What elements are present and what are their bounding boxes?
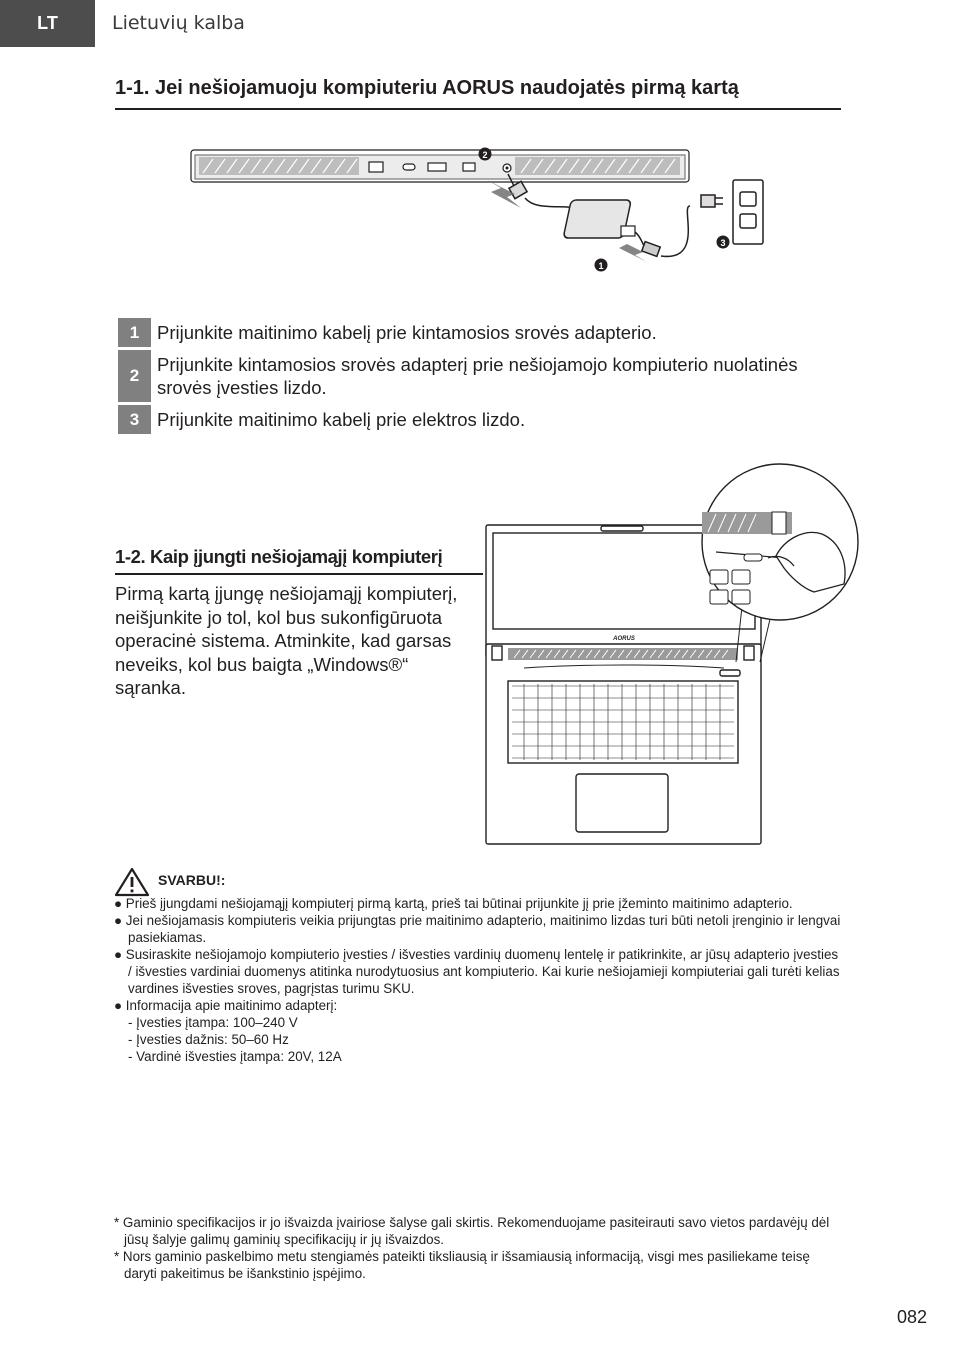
- footnote: * Gaminio specifikacijos ir jo išvaizda įvairiose šalyse gali skirtis. Rekomenduojame pasiteirauti savo vietos pardavėjų dėl jūsų šalyje galimų gaminių specifikacijų ir jų išvaizdos.: [114, 1215, 830, 1247]
- note-item: ● Informacija apie maitinimo adapterį:: [114, 998, 338, 1013]
- marker-2: 2: [482, 150, 488, 160]
- power-button-zoom: [702, 464, 858, 620]
- step-text: Prijunkite maitinimo kabelį prie kintamosios srovės adapterio.: [157, 322, 657, 343]
- adapter-spec: - Įvesties dažnis: 50–60 Hz: [128, 1032, 289, 1047]
- step-row: [118, 318, 848, 347]
- step-row: [118, 405, 848, 434]
- page-number: 082: [897, 1307, 928, 1327]
- step-number: 2: [118, 350, 151, 402]
- section-1-title: 1-1. Jei nešiojamuoju kompiuteriu AORUS naudojatės pirmą kartą: [115, 77, 841, 110]
- important-title: SVARBU!:: [158, 872, 226, 888]
- step-number: 1: [118, 318, 151, 347]
- power-connection-diagram: [185, 140, 775, 290]
- note-item: ● Susiraskite nešiojamojo kompiuterio įvesties / išvesties vardinių duomenų lentelę ir patikrinkite, ar jūsų adapterio įvesties / išvesties vardiniai duomenys atitinka nurodytuosius ant kompiuterio. Kai kurie nešiojamieji kompiuteriai gali turėti kelias vardines išvesties sroves, pagrįstas turimu SKU.: [114, 947, 840, 996]
- important-notes: [114, 895, 844, 1065]
- step-text: Prijunkite maitinimo kabelį prie elektros lizdo.: [157, 409, 526, 430]
- footnote: * Nors gaminio paskelbimo metu stengiamės pateikti tiksliausią ir išsamiausią informaciją, visgi mes pasiliekame teisę daryti pakeitimus be išankstinio įspėjimo.: [114, 1249, 810, 1281]
- step-number: 3: [118, 405, 151, 434]
- marker-1: 1: [598, 261, 604, 271]
- marker-3: 3: [720, 238, 726, 248]
- setup-steps-list: [118, 318, 848, 437]
- step-row: [118, 350, 848, 402]
- aorus-logo: AORUS: [613, 636, 635, 642]
- section-2-title: 1-2. Kaip įjungti nešiojamąjį kompiuterį: [115, 546, 483, 575]
- laptop-power-button-illustration: [484, 462, 864, 846]
- step-text: Prijunkite kintamosios srovės adapterį prie nešiojamojo kompiuterio nuolatinės srovės įvesties lizdo.: [157, 354, 798, 398]
- language-tab: LT: [0, 0, 95, 47]
- note-item: ● Prieš įjungdami nešiojamąjį kompiuterį pirmą kartą, prieš tai būtinai prijunkite jį prie įžeminto maitinimo adapterio.: [114, 896, 793, 911]
- laptop-rear-view: [191, 150, 689, 182]
- footnotes: [114, 1214, 844, 1282]
- adapter-spec: - Vardinė išvesties įtampa: 20V, 12A: [128, 1049, 342, 1064]
- language-name: Lietuvių kalba: [112, 12, 245, 34]
- note-item: ● Jei nešiojamasis kompiuteris veikia prijungtas prie maitinimo adapterio, maitinimo lizdas turi būti netoli įrenginio ir lengvai pasiekiamas.: [114, 913, 841, 945]
- section-2-body: Pirmą kartą įjungę nešiojamąjį kompiuterį, neišjunkite jo tol, kol bus sukonfigūruota operacinė sistema. Atminkite, kad garsas neveiks, kol bus baigta „Windows®“ sąranka.: [115, 583, 458, 698]
- warning-icon: [114, 867, 150, 897]
- adapter-spec: - Įvesties įtampa: 100–240 V: [128, 1015, 298, 1030]
